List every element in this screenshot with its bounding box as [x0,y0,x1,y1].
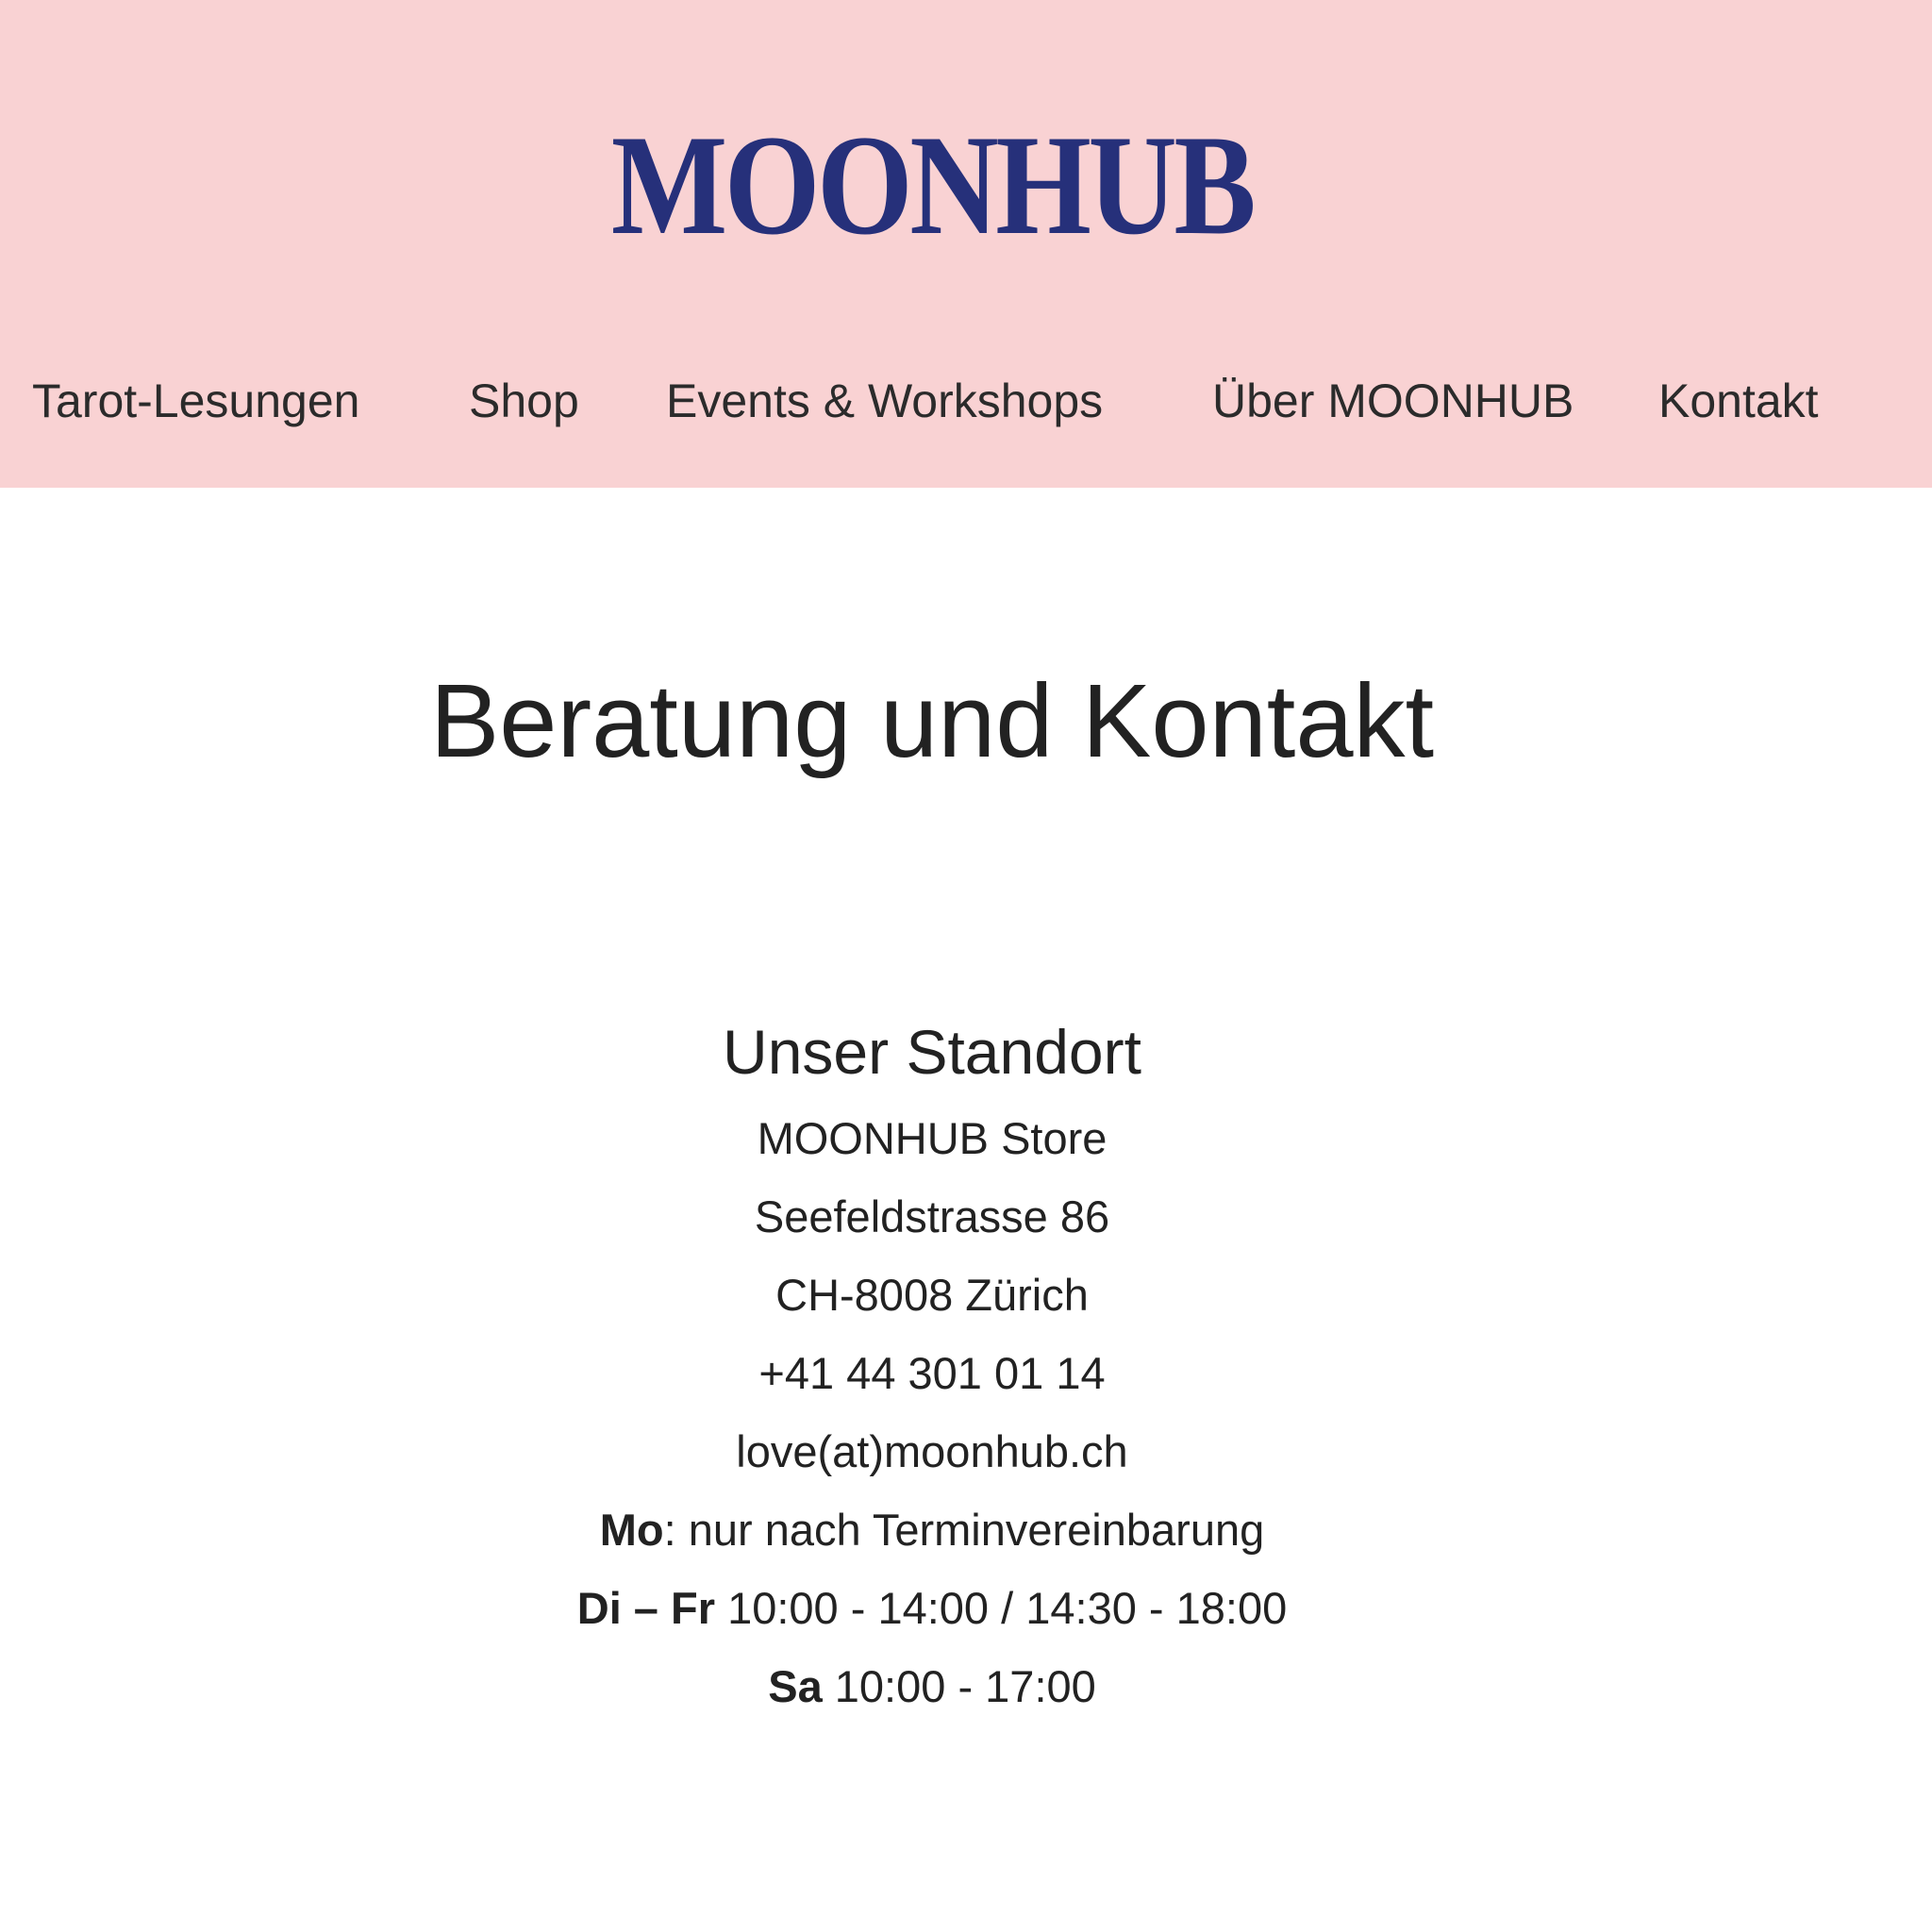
site-header [0,0,1932,488]
store-name: MOONHUB Store [757,1113,1108,1163]
nav-item-events-workshops[interactable]: Events & Workshops [666,375,1104,427]
main-navigation [0,368,1932,434]
hours-day-label: Di – Fr [576,1583,716,1633]
street-address: Seefeldstrasse 86 [754,1191,1110,1241]
nav-item-ueber-moonhub[interactable]: Über MOONHUB [1212,375,1574,427]
email-address[interactable]: love(at)moonhub.ch [736,1426,1128,1476]
hours-day-label: Sa [768,1661,823,1711]
hours-text: 10:00 - 17:00 [822,1661,1096,1711]
nav-item-shop[interactable]: Shop [469,375,579,427]
hours-tuesday-friday [0,1569,1864,1647]
page-title: Beratung und Kontakt [429,663,1435,779]
site-logo[interactable]: MOONHUB [610,106,1254,264]
location-section [0,1014,1864,1725]
nav-item-kontakt[interactable]: Kontakt [1658,375,1819,427]
phone-number[interactable]: +41 44 301 01 14 [758,1348,1106,1398]
hours-text: 10:00 - 14:00 / 14:30 - 18:00 [715,1583,1288,1633]
hours-monday [0,1491,1864,1569]
hours-text: : nur nach Terminvereinbarung [663,1505,1265,1555]
location-heading: Unser Standort [723,1017,1141,1087]
city-address: CH-8008 Zürich [775,1270,1089,1320]
hours-day-label: Mo [599,1505,664,1555]
nav-item-tarot-lesungen[interactable]: Tarot-Lesungen [32,375,360,427]
hours-saturday [0,1647,1864,1725]
